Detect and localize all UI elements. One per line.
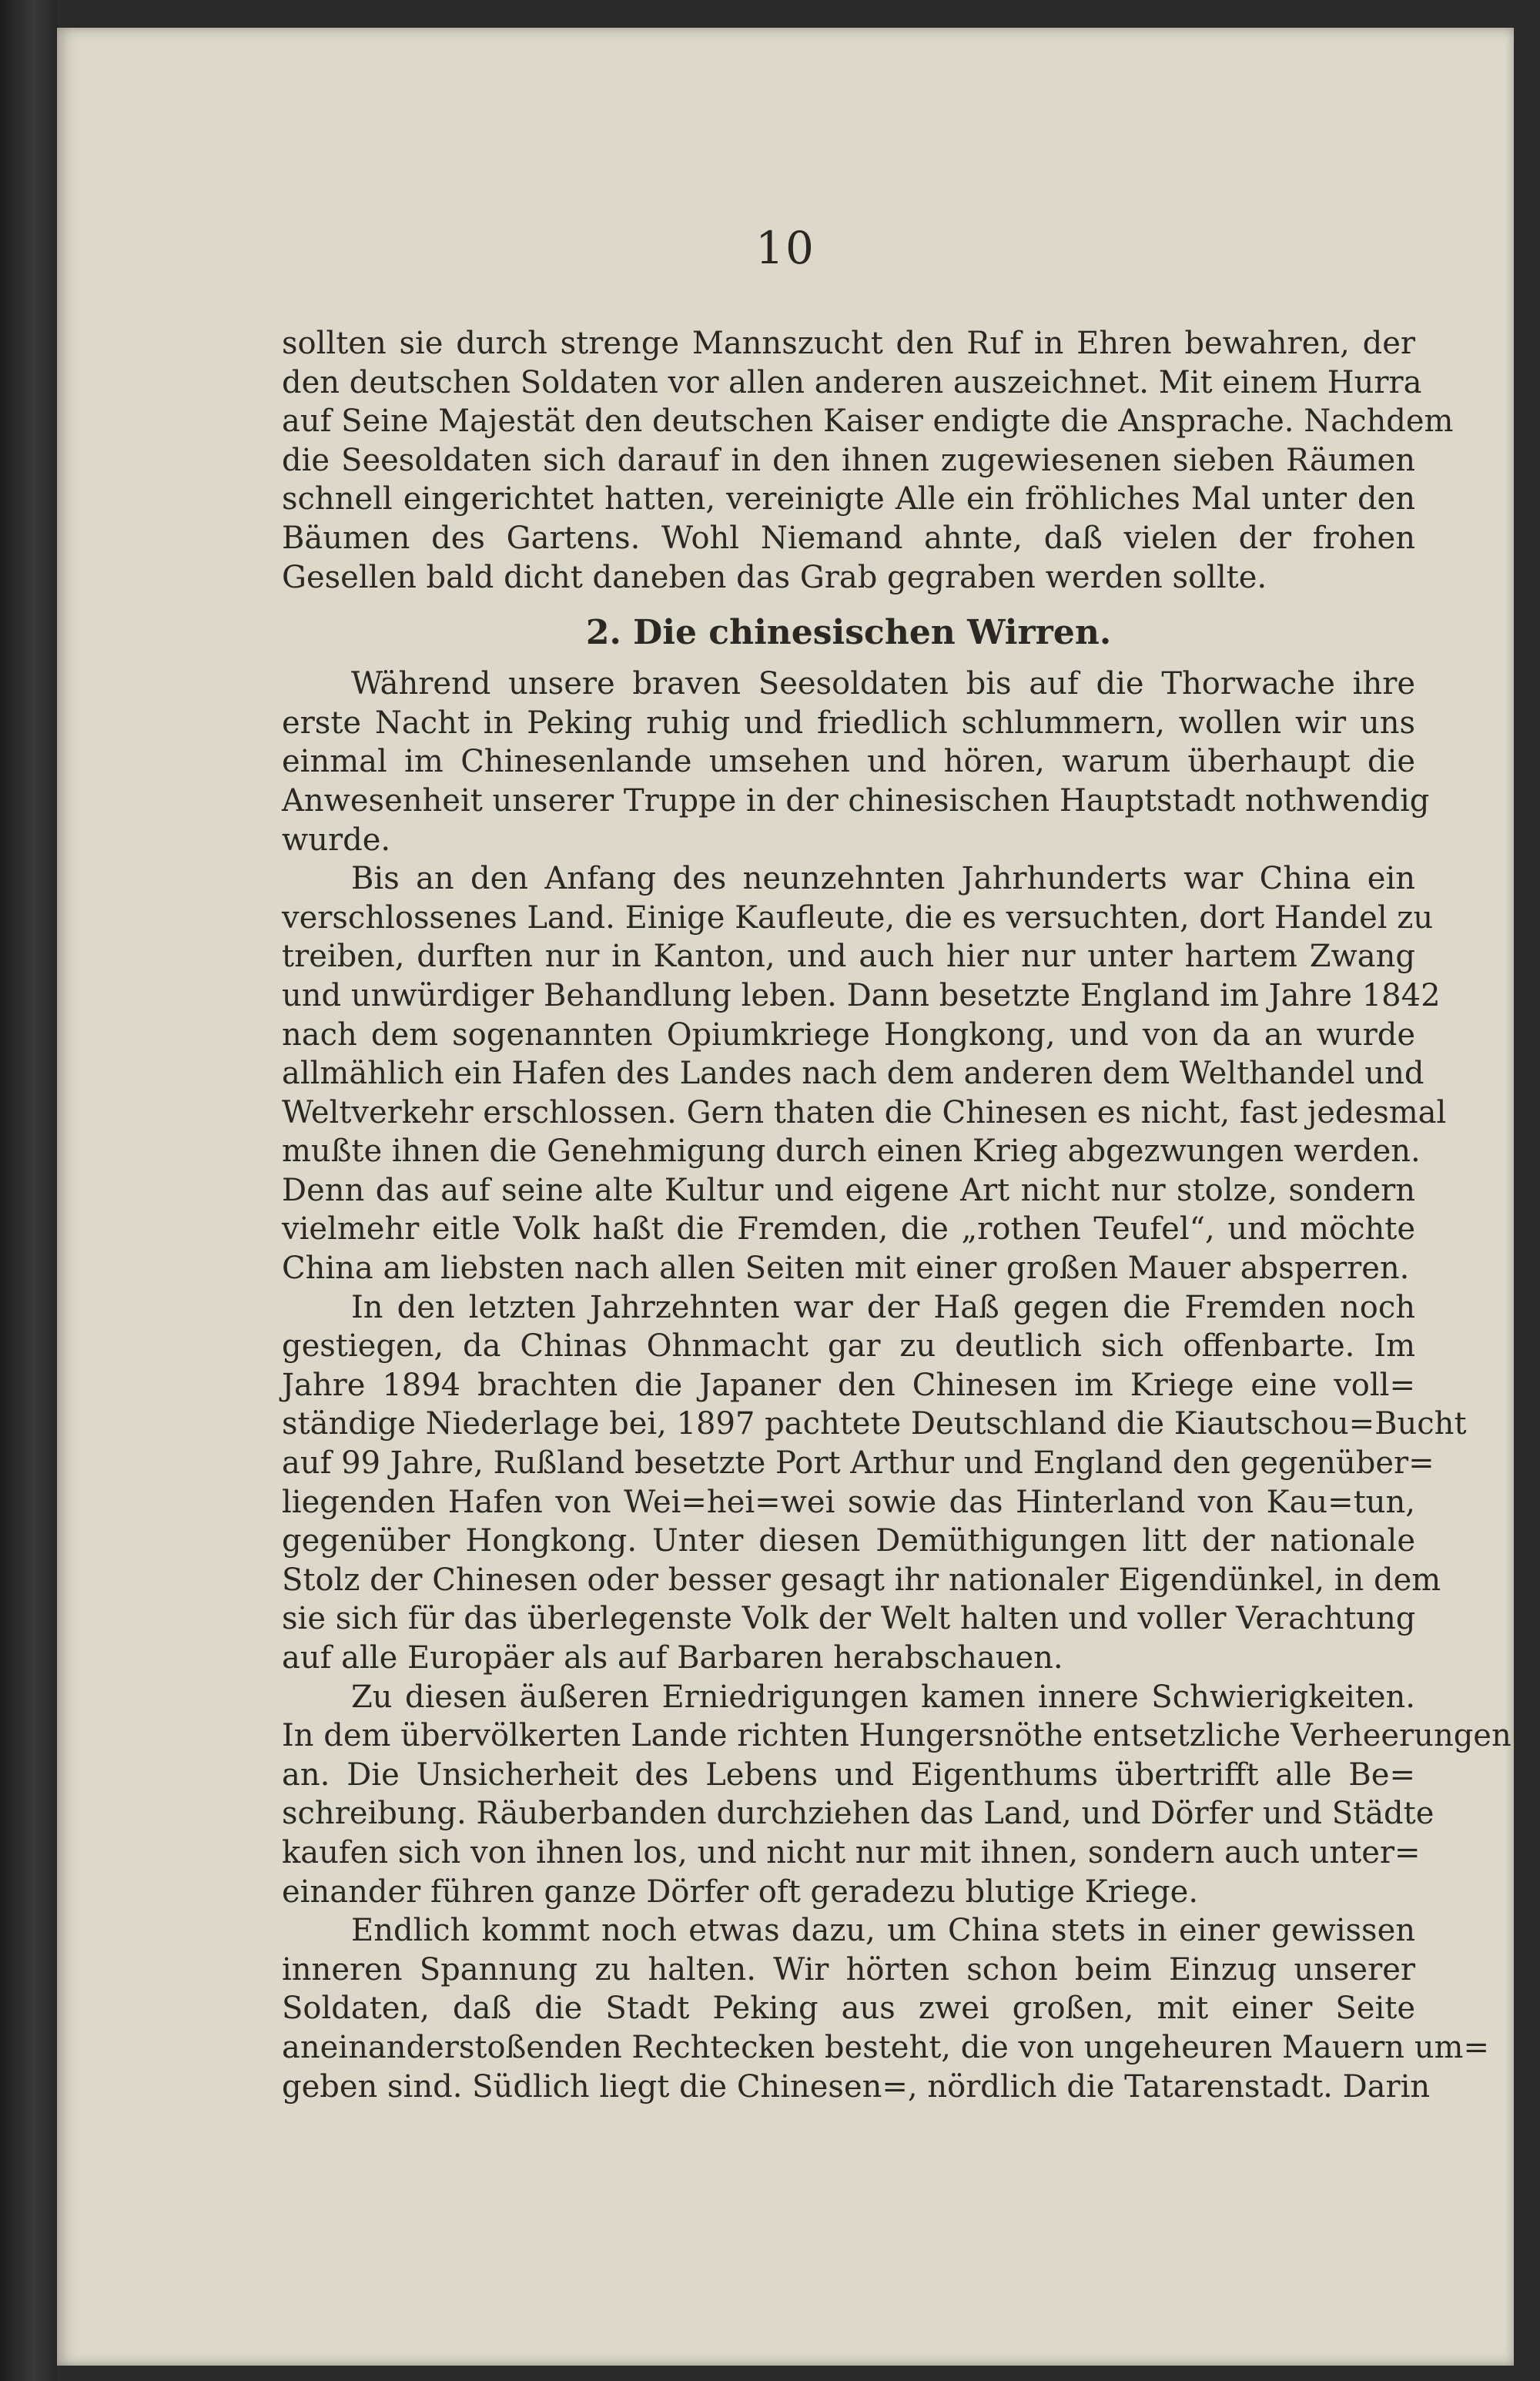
text-line: In dem übervölkerten Lande richten Hungersnöthe entsetzliche Verheerungen bbox=[282, 1718, 1512, 1754]
paragraph bbox=[282, 1678, 1512, 1912]
text-line: den deutschen Soldaten vor allen anderen auszeichnet. Mit einem Hurra bbox=[282, 364, 1422, 400]
text-line: kaufen sich von ihnen los, und nicht nur mit ihnen, sondern auch unter= bbox=[282, 1834, 1421, 1870]
paragraph bbox=[282, 324, 1454, 597]
text-line: vielmehr eitle Volk haßt die Fremden, die „rothen Teufel“, und möchte bbox=[282, 1211, 1415, 1247]
book-page bbox=[57, 28, 1514, 2366]
text-line: Stolz der Chinesen oder besser gesagt ihr nationaler Eigendünkel, in dem bbox=[282, 1562, 1441, 1598]
text-line: verschlossenes Land. Einige Kaufleute, die es versuchten, dort Handel zu bbox=[282, 899, 1434, 936]
page-number: 10 bbox=[755, 222, 815, 274]
text-line: aneinanderstoßenden Rechtecken besteht, die von ungeheuren Mauern um= bbox=[282, 2029, 1489, 2065]
text-line: Zu diesen äußeren Erniedrigungen kamen innere Schwierigkeiten. bbox=[351, 1679, 1415, 1715]
text-line: mußte ihnen die Genehmigung durch einen Krieg abgezwungen werden. bbox=[282, 1134, 1421, 1170]
text-line: geben sind. Südlich liegt die Chinesen=, nördlich die Tatarenstadt. Darin bbox=[282, 2068, 1431, 2105]
text-line: Denn das auf seine alte Kultur und eigene Art nicht nur stolze, sondern bbox=[282, 1172, 1415, 1208]
text-line: Soldaten, daß die Stadt Peking aus zwei großen, mit einer Seite bbox=[282, 1991, 1415, 2027]
text-line: sie sich für das überlegenste Volk der Welt halten und voller Verachtung bbox=[282, 1601, 1416, 1637]
text-line: auf Seine Majestät den deutschen Kaiser endigte die Ansprache. Nachdem bbox=[282, 404, 1454, 440]
section-heading: 2. Die chinesischen Wirren. bbox=[585, 613, 1112, 653]
text-line: sollten sie durch strenge Mannszucht den Ruf in Ehren bewahren, der bbox=[282, 326, 1415, 361]
body-text bbox=[282, 324, 1512, 2106]
text-line: auf 99 Jahre, Rußland besetzte Port Arthur und England den gegenüber= bbox=[282, 1445, 1435, 1482]
text-line: einander führen ganze Dörfer oft geradezu blutige Kriege. bbox=[282, 1874, 1199, 1910]
text-line: auf alle Europäer als auf Barbaren herabschauen. bbox=[282, 1640, 1063, 1676]
text-line: In den letzten Jahrzehnten war der Haß gegen die Fremden noch bbox=[351, 1289, 1415, 1325]
text-line: Anwesenheit unserer Truppe in der chinesischen Hauptstadt nothwendig bbox=[282, 782, 1430, 819]
paragraph bbox=[282, 665, 1430, 859]
text-line: Bäumen des Gartens. Wohl Niemand ahnte, daß vielen der frohen bbox=[282, 520, 1415, 556]
text-line: allmählich ein Hafen des Landes nach dem anderen dem Welthandel und bbox=[282, 1056, 1424, 1092]
text-line: treiben, durften nur in Kanton, und auch hier nur unter hartem Zwang bbox=[282, 939, 1415, 975]
text-line: wurde. bbox=[282, 822, 391, 858]
text-line: Bis an den Anfang des neunzehnten Jahrhunderts war China ein bbox=[351, 861, 1415, 897]
text-line: schnell eingerichtet hatten, vereinigte Alle ein fröhliches Mal unter den bbox=[282, 481, 1415, 517]
text-line: liegenden Hafen von Wei=hei=wei sowie das Hinterland von Kau=tun, bbox=[282, 1484, 1415, 1520]
text-line: die Seesoldaten sich darauf in den ihnen zugewiesenen sieben Räumen bbox=[282, 442, 1415, 478]
paragraph bbox=[282, 1911, 1489, 2106]
text-line: erste Nacht in Peking ruhig und friedlich schlummern, wollen wir uns bbox=[282, 705, 1415, 741]
text-line: gegenüber Hongkong. Unter diesen Demüthigungen litt der nationale bbox=[282, 1523, 1415, 1559]
text-line: inneren Spannung zu halten. Wir hörten schon beim Einzug unserer bbox=[282, 1951, 1415, 1988]
text-line: Weltverkehr erschlossen. Gern thaten die Chinesen es nicht, fast jedesmal bbox=[282, 1094, 1447, 1130]
text-line: Während unsere braven Seesoldaten bis auf die Thorwache ihre bbox=[351, 666, 1415, 702]
text-line: Jahre 1894 brachten die Japaner den Chinesen im Kriege eine voll= bbox=[282, 1367, 1415, 1403]
text-line: Gesellen bald dicht daneben das Grab gegraben werden sollte. bbox=[282, 559, 1267, 595]
paragraph bbox=[282, 859, 1447, 1288]
text-line: schreibung. Räuberbanden durchziehen das Land, und Dörfer und Städte bbox=[282, 1796, 1435, 1832]
text-line: an. Die Unsicherheit des Lebens und Eigenthums übertrifft alle Be= bbox=[282, 1756, 1415, 1793]
text-line: China am liebsten nach allen Seiten mit einer großen Mauer absperren. bbox=[282, 1251, 1410, 1287]
text-line: gestiegen, da Chinas Ohnmacht gar zu deutlich sich offenbarte. Im bbox=[282, 1328, 1415, 1365]
book-spine bbox=[0, 0, 57, 2381]
text-line: nach dem sogenannten Opiumkriege Hongkong, und von da an wurde bbox=[282, 1016, 1415, 1053]
text-line: einmal im Chinesenlande umsehen und hören, warum überhaupt die bbox=[282, 744, 1415, 780]
text-line: und unwürdiger Behandlung leben. Dann besetzte England im Jahre 1842 bbox=[282, 977, 1441, 1013]
paragraph bbox=[282, 1288, 1467, 1678]
text-line: ständige Niederlage bei, 1897 pachtete Deutschland die Kiautschou=Bucht bbox=[282, 1406, 1467, 1442]
text-line: Endlich kommt noch etwas dazu, um China stets in einer gewissen bbox=[351, 1913, 1415, 1949]
